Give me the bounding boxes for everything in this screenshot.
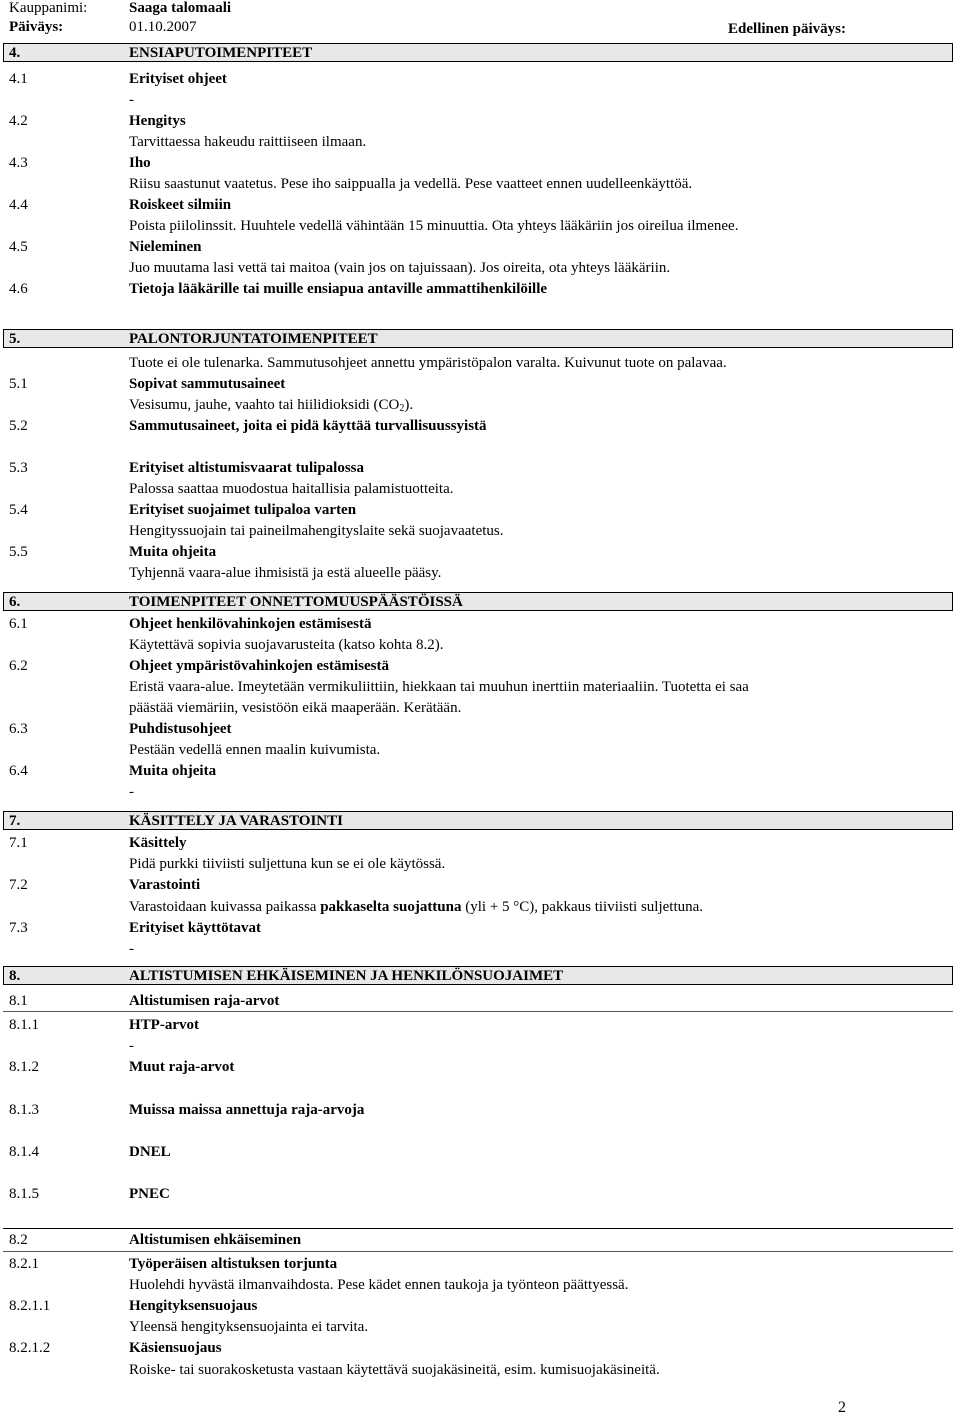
trade-name-label: Kauppanimi:: [9, 0, 88, 16]
subsection-rule: [3, 1251, 953, 1252]
subsection-rule: [3, 1228, 953, 1229]
subsection-heading: Tietoja lääkärille tai muille ensiapua antaville ammattihenkilöille: [129, 281, 548, 297]
subsection-number: 5.5: [9, 544, 28, 560]
subsection-number: 5.1: [9, 376, 28, 392]
subsection-text: Tyhjennä vaara-alue ihmisistä ja estä alueelle pääsy.: [129, 565, 442, 581]
section-title: KÄSITTELY JA VARASTOINTI: [129, 813, 343, 829]
section-number: 8.: [9, 968, 21, 984]
subsection-heading: Työperäisen altistuksen torjunta: [129, 1256, 338, 1272]
subsection-text: Tarvittaessa hakeudu raittiiseen ilmaan.: [129, 134, 367, 150]
text-part: ).: [404, 397, 414, 413]
subsection-heading: Altistumisen raja-arvot: [129, 993, 280, 1009]
subsection-text: -: [129, 92, 134, 108]
subsection-number: 8.1.2: [9, 1059, 39, 1075]
subsection-number: 4.4: [9, 197, 28, 213]
section-title: ALTISTUMISEN EHKÄISEMINEN JA HENKILÖNSUOJAIMET: [129, 968, 564, 984]
subsection-text: Roiske- tai suorakosketusta vastaan käytettävä suojakäsineitä, esim. kumisuojakäsineitä.: [129, 1362, 660, 1378]
section-6-bar: [3, 592, 953, 611]
subsection-number: 6.3: [9, 721, 28, 737]
subsection-heading: Altistumisen ehkäiseminen: [129, 1232, 302, 1248]
subsection-text: Yleensä hengityksensuojainta ei tarvita.: [129, 1319, 369, 1335]
subsection-text: Hengityssuojain tai paineilmahengityslaite sekä suojavaatetus.: [129, 523, 504, 539]
subsection-number: 8.1.3: [9, 1102, 39, 1118]
subsection-number: 8.2: [9, 1232, 28, 1248]
subsection-text: Riisu saastunut vaatetus. Pese iho saippualla ja vedellä. Pese vaatteet ennen uudelleenkäyttöä.: [129, 176, 693, 192]
subsection-text: -: [129, 941, 134, 957]
header-trade-name: [9, 0, 231, 17]
subsection-text: Pidä purkki tiiviisti suljettuna kun se ei ole käytössä.: [129, 856, 446, 872]
subsection-number: 8.2.1.1: [9, 1298, 51, 1314]
section-4-bar: [3, 43, 953, 62]
subsection-heading: Muita ohjeita: [129, 763, 217, 779]
subsection-number: 7.1: [9, 835, 28, 851]
subsection-heading: HTP-arvot: [129, 1017, 199, 1033]
page-number: 2: [838, 1399, 846, 1416]
section-8-bar: [3, 966, 953, 985]
subsection-heading: Käsiensuojaus: [129, 1340, 222, 1356]
subsection-number: 6.4: [9, 763, 28, 779]
subsection-number: 8.1.1: [9, 1017, 39, 1033]
subsection-number: 8.2.1: [9, 1256, 39, 1272]
subsection-number: 5.2: [9, 418, 28, 434]
subsection-heading: Erityiset käyttötavat: [129, 920, 262, 936]
text-emphasis: pakkaselta suojattuna: [320, 899, 462, 915]
section-intro: Tuote ei ole tulenarka. Sammutusohjeet annettu ympäristöpalon varalta. Kuivunut tuote on palavaa.: [129, 355, 727, 371]
subsection-heading: Hengityksensuojaus: [129, 1298, 258, 1314]
section-title: ENSIAPUTOIMENPITEET: [129, 45, 313, 61]
subsection-heading: Nieleminen: [129, 239, 202, 255]
date-label: Päiväys:: [9, 19, 64, 35]
subsection-number: 5.3: [9, 460, 28, 476]
section-7-bar: [3, 811, 953, 830]
subsection-number: 7.3: [9, 920, 28, 936]
section-title: PALONTORJUNTATOIMENPITEET: [129, 331, 378, 347]
subsection-heading: Hengitys: [129, 113, 186, 129]
subsection-text: Pestään vedellä ennen maalin kuivumista.: [129, 742, 381, 758]
text-part: (yli + 5 °C), pakkaus tiiviisti suljettuna.: [461, 899, 704, 915]
subsection-heading: Ohjeet ympäristövahinkojen estämisestä: [129, 658, 389, 674]
subsection-heading: Varastointi: [129, 877, 201, 893]
section-number: 5.: [9, 331, 21, 347]
section-number: 7.: [9, 813, 21, 829]
subsection-heading: Muissa maissa annettuja raja-arvoja: [129, 1102, 365, 1118]
subscript: 2: [399, 403, 405, 414]
subsection-number: 4.2: [9, 113, 28, 129]
subsection-text: -: [129, 1038, 134, 1054]
subsection-text: Eristä vaara-alue. Imeytetään vermikuliittiin, hiekkaan tai muuhun inerttiin materiaaliin. Tuotetta ei saa: [129, 679, 749, 695]
subsection-text: Huolehdi hyvästä ilmanvaihdosta. Pese kädet ennen taukoja ja työnteon päättyessä.: [129, 1277, 629, 1293]
header-date: [9, 19, 197, 36]
subsection-heading: Muita ohjeita: [129, 544, 217, 560]
subsection-number: 4.3: [9, 155, 28, 171]
subsection-number: 4.1: [9, 71, 28, 87]
subsection-heading: Erityiset altistumisvaarat tulipalossa: [129, 460, 364, 476]
date-value: 01.10.2007: [129, 19, 197, 35]
subsection-number: 8.1: [9, 993, 28, 1009]
subsection-text: [129, 898, 703, 916]
subsection-number: 6.1: [9, 616, 28, 632]
text-part: Vesisumu, jauhe, vaahto tai hiilidioksidi (CO: [129, 397, 400, 413]
subsection-heading: Erityiset suojaimet tulipaloa varten: [129, 502, 357, 518]
section-number: 6.: [9, 594, 21, 610]
subsection-heading: Roiskeet silmiin: [129, 197, 232, 213]
subsection-heading: Käsittely: [129, 835, 187, 851]
subsection-text: Palossa saattaa muodostua haitallisia palamistuotteita.: [129, 481, 454, 497]
subsection-heading: Sammutusaineet, joita ei pidä käyttää turvallisuussyistä: [129, 418, 487, 434]
subsection-text: Käytettävä sopivia suojavarusteita (katso kohta 8.2).: [129, 637, 444, 653]
subsection-heading: DNEL: [129, 1144, 171, 1160]
section-number: 4.: [9, 45, 21, 61]
subsection-number: 4.5: [9, 239, 28, 255]
previous-date-label: Edellinen päiväys:: [728, 21, 846, 37]
subsection-rule: [3, 1011, 953, 1012]
section-5-bar: [3, 329, 953, 348]
subsection-heading: PNEC: [129, 1186, 170, 1202]
trade-name-value: Saaga talomaali: [129, 0, 232, 16]
subsection-text: -: [129, 784, 134, 800]
subsection-heading: Muut raja-arvot: [129, 1059, 235, 1075]
subsection-heading: Puhdistusohjeet: [129, 721, 232, 737]
subsection-text: [129, 396, 413, 414]
subsection-text: Poista piilolinssit. Huuhtele vedellä vähintään 15 minuuttia. Ota yhteys lääkäriin jos oireilua ilmenee.: [129, 218, 739, 234]
subsection-text: Juo muutama lasi vettä tai maitoa (vain jos on tajuissaan). Jos oireita, ota yhteys lääkäriin.: [129, 260, 671, 276]
text-part: Varastoidaan kuivassa paikassa: [129, 899, 321, 915]
subsection-text: päästää viemäriin, vesistöön eikä maaperään. Kerätään.: [129, 700, 462, 716]
subsection-number: 8.2.1.2: [9, 1340, 51, 1356]
subsection-heading: Sopivat sammutusaineet: [129, 376, 286, 392]
subsection-heading: Erityiset ohjeet: [129, 71, 227, 87]
subsection-number: 8.1.5: [9, 1186, 39, 1202]
subsection-number: 8.1.4: [9, 1144, 39, 1160]
subsection-number: 5.4: [9, 502, 28, 518]
subsection-number: 4.6: [9, 281, 28, 297]
subsection-number: 6.2: [9, 658, 28, 674]
section-title: TOIMENPITEET ONNETTOMUUSPÄÄSTÖISSÄ: [129, 594, 463, 610]
subsection-number: 7.2: [9, 877, 28, 893]
subsection-heading: Iho: [129, 155, 151, 171]
subsection-heading: Ohjeet henkilövahinkojen estämisestä: [129, 616, 372, 632]
